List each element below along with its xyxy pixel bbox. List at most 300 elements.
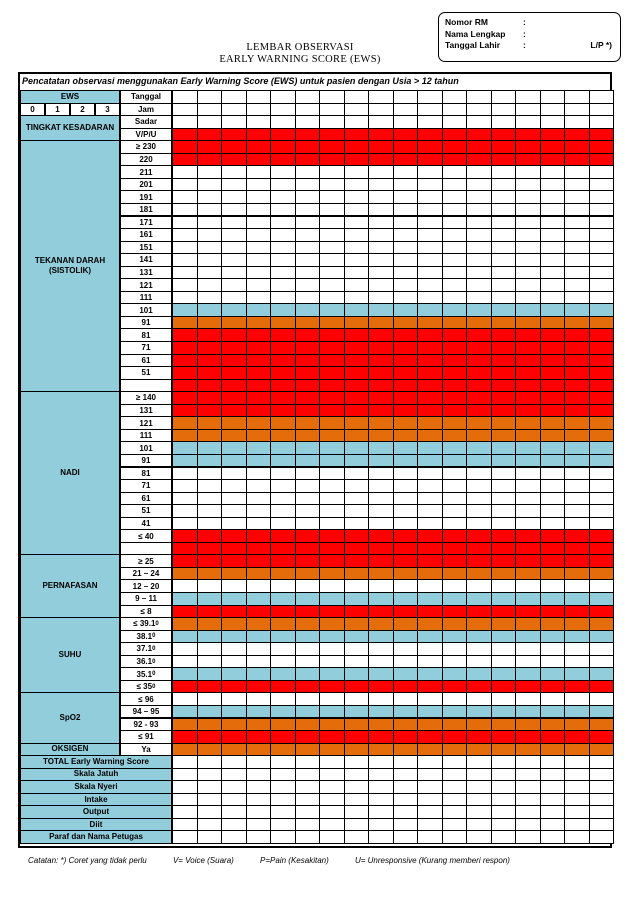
- observation-cell[interactable]: [442, 718, 468, 732]
- observation-cell[interactable]: [172, 103, 198, 117]
- observation-cell[interactable]: [417, 165, 443, 179]
- observation-cell[interactable]: [270, 228, 296, 242]
- observation-cell[interactable]: [172, 379, 198, 393]
- observation-cell[interactable]: [197, 680, 223, 694]
- observation-cell[interactable]: [589, 793, 615, 807]
- observation-cell[interactable]: [564, 755, 590, 769]
- observation-cell[interactable]: [515, 216, 541, 230]
- observation-cell[interactable]: [589, 617, 615, 631]
- observation-cell[interactable]: [589, 554, 615, 568]
- observation-cell[interactable]: [270, 429, 296, 443]
- observation-cell[interactable]: [295, 454, 321, 468]
- observation-cell[interactable]: [295, 667, 321, 681]
- observation-cell[interactable]: [564, 441, 590, 455]
- observation-cell[interactable]: [368, 605, 394, 619]
- observation-cell[interactable]: [564, 579, 590, 593]
- observation-cell[interactable]: [540, 416, 566, 430]
- observation-cell[interactable]: [393, 692, 419, 706]
- observation-cell[interactable]: [417, 492, 443, 506]
- observation-cell[interactable]: [221, 253, 247, 267]
- observation-cell[interactable]: [442, 605, 468, 619]
- observation-cell[interactable]: [221, 291, 247, 305]
- observation-cell[interactable]: [295, 805, 321, 819]
- observation-cell[interactable]: [515, 165, 541, 179]
- observation-cell[interactable]: [344, 266, 370, 280]
- observation-cell[interactable]: [466, 178, 492, 192]
- observation-cell[interactable]: [417, 253, 443, 267]
- observation-cell[interactable]: [197, 291, 223, 305]
- observation-cell[interactable]: [197, 617, 223, 631]
- observation-cell[interactable]: [466, 667, 492, 681]
- observation-cell[interactable]: [442, 642, 468, 656]
- observation-cell[interactable]: [246, 730, 272, 744]
- observation-cell[interactable]: [319, 203, 345, 217]
- observation-cell[interactable]: [319, 366, 345, 380]
- observation-cell[interactable]: [442, 140, 468, 154]
- observation-cell[interactable]: [246, 617, 272, 631]
- observation-cell[interactable]: [246, 805, 272, 819]
- observation-cell[interactable]: [344, 680, 370, 694]
- observation-cell[interactable]: [442, 178, 468, 192]
- observation-cell[interactable]: [564, 303, 590, 317]
- observation-cell[interactable]: [491, 642, 517, 656]
- observation-cell[interactable]: [270, 354, 296, 368]
- observation-cell[interactable]: [466, 692, 492, 706]
- observation-cell[interactable]: [564, 354, 590, 368]
- observation-cell[interactable]: [246, 153, 272, 167]
- observation-cell[interactable]: [368, 103, 394, 117]
- observation-cell[interactable]: [589, 115, 615, 129]
- observation-cell[interactable]: [442, 291, 468, 305]
- observation-cell[interactable]: [270, 467, 296, 481]
- observation-cell[interactable]: [564, 203, 590, 217]
- observation-cell[interactable]: [491, 617, 517, 631]
- observation-cell[interactable]: [172, 617, 198, 631]
- observation-cell[interactable]: [197, 579, 223, 593]
- observation-cell[interactable]: [515, 266, 541, 280]
- observation-cell[interactable]: [442, 228, 468, 242]
- observation-cell[interactable]: [393, 178, 419, 192]
- observation-cell[interactable]: [270, 303, 296, 317]
- observation-cell[interactable]: [442, 617, 468, 631]
- observation-cell[interactable]: [417, 203, 443, 217]
- observation-cell[interactable]: [197, 479, 223, 493]
- observation-cell[interactable]: [172, 592, 198, 606]
- observation-cell[interactable]: [344, 178, 370, 192]
- observation-cell[interactable]: [270, 605, 296, 619]
- observation-cell[interactable]: [197, 140, 223, 154]
- observation-cell[interactable]: [564, 278, 590, 292]
- observation-cell[interactable]: [197, 128, 223, 142]
- observation-cell[interactable]: [270, 241, 296, 255]
- observation-cell[interactable]: [344, 416, 370, 430]
- observation-cell[interactable]: [466, 454, 492, 468]
- observation-cell[interactable]: [442, 780, 468, 794]
- observation-cell[interactable]: [295, 90, 321, 104]
- observation-cell[interactable]: [368, 391, 394, 405]
- observation-cell[interactable]: [172, 328, 198, 342]
- observation-cell[interactable]: [221, 504, 247, 518]
- observation-cell[interactable]: [319, 793, 345, 807]
- observation-cell[interactable]: [197, 705, 223, 719]
- observation-cell[interactable]: [442, 529, 468, 543]
- observation-cell[interactable]: [221, 718, 247, 732]
- observation-cell[interactable]: [442, 429, 468, 443]
- observation-cell[interactable]: [589, 216, 615, 230]
- observation-cell[interactable]: [540, 316, 566, 330]
- observation-cell[interactable]: [295, 692, 321, 706]
- observation-cell[interactable]: [466, 165, 492, 179]
- observation-cell[interactable]: [466, 203, 492, 217]
- observation-cell[interactable]: [466, 793, 492, 807]
- observation-cell[interactable]: [491, 366, 517, 380]
- observation-cell[interactable]: [344, 755, 370, 769]
- observation-cell[interactable]: [368, 441, 394, 455]
- observation-cell[interactable]: [589, 492, 615, 506]
- observation-cell[interactable]: [270, 178, 296, 192]
- observation-cell[interactable]: [393, 529, 419, 543]
- observation-cell[interactable]: [393, 228, 419, 242]
- observation-cell[interactable]: [466, 705, 492, 719]
- observation-cell[interactable]: [319, 780, 345, 794]
- observation-cell[interactable]: [491, 128, 517, 142]
- observation-cell[interactable]: [515, 529, 541, 543]
- observation-cell[interactable]: [270, 680, 296, 694]
- observation-cell[interactable]: [393, 818, 419, 832]
- observation-cell[interactable]: [393, 542, 419, 556]
- observation-cell[interactable]: [295, 165, 321, 179]
- observation-cell[interactable]: [344, 379, 370, 393]
- observation-cell[interactable]: [344, 655, 370, 669]
- observation-cell[interactable]: [442, 441, 468, 455]
- observation-cell[interactable]: [368, 190, 394, 204]
- observation-cell[interactable]: [221, 140, 247, 154]
- observation-cell[interactable]: [442, 705, 468, 719]
- observation-cell[interactable]: [221, 228, 247, 242]
- observation-cell[interactable]: [319, 630, 345, 644]
- observation-cell[interactable]: [491, 303, 517, 317]
- observation-cell[interactable]: [491, 592, 517, 606]
- observation-cell[interactable]: [368, 730, 394, 744]
- observation-cell[interactable]: [417, 730, 443, 744]
- observation-cell[interactable]: [491, 203, 517, 217]
- observation-cell[interactable]: [393, 190, 419, 204]
- observation-cell[interactable]: [442, 253, 468, 267]
- observation-cell[interactable]: [295, 529, 321, 543]
- observation-cell[interactable]: [393, 241, 419, 255]
- observation-cell[interactable]: [221, 216, 247, 230]
- observation-cell[interactable]: [197, 216, 223, 230]
- observation-cell[interactable]: [564, 642, 590, 656]
- observation-cell[interactable]: [295, 103, 321, 117]
- observation-cell[interactable]: [295, 605, 321, 619]
- observation-cell[interactable]: [393, 630, 419, 644]
- observation-cell[interactable]: [589, 743, 615, 757]
- observation-cell[interactable]: [466, 153, 492, 167]
- observation-cell[interactable]: [172, 818, 198, 832]
- observation-cell[interactable]: [564, 379, 590, 393]
- observation-cell[interactable]: [172, 354, 198, 368]
- observation-cell[interactable]: [368, 768, 394, 782]
- observation-cell[interactable]: [221, 793, 247, 807]
- observation-cell[interactable]: [344, 328, 370, 342]
- observation-cell[interactable]: [491, 818, 517, 832]
- observation-cell[interactable]: [221, 90, 247, 104]
- observation-cell[interactable]: [172, 416, 198, 430]
- observation-cell[interactable]: [368, 115, 394, 129]
- observation-cell[interactable]: [540, 328, 566, 342]
- observation-cell[interactable]: [246, 416, 272, 430]
- observation-cell[interactable]: [491, 743, 517, 757]
- observation-cell[interactable]: [246, 341, 272, 355]
- observation-cell[interactable]: [393, 216, 419, 230]
- observation-cell[interactable]: [319, 718, 345, 732]
- observation-cell[interactable]: [417, 354, 443, 368]
- observation-cell[interactable]: [221, 328, 247, 342]
- observation-cell[interactable]: [172, 153, 198, 167]
- observation-cell[interactable]: [515, 366, 541, 380]
- observation-cell[interactable]: [221, 316, 247, 330]
- observation-cell[interactable]: [197, 404, 223, 418]
- observation-cell[interactable]: [589, 429, 615, 443]
- observation-cell[interactable]: [540, 454, 566, 468]
- observation-cell[interactable]: [491, 630, 517, 644]
- observation-cell[interactable]: [319, 592, 345, 606]
- observation-cell[interactable]: [515, 642, 541, 656]
- observation-cell[interactable]: [466, 115, 492, 129]
- observation-cell[interactable]: [540, 354, 566, 368]
- observation-cell[interactable]: [368, 529, 394, 543]
- observation-cell[interactable]: [246, 253, 272, 267]
- observation-cell[interactable]: [172, 441, 198, 455]
- observation-cell[interactable]: [319, 730, 345, 744]
- observation-cell[interactable]: [393, 680, 419, 694]
- observation-cell[interactable]: [172, 605, 198, 619]
- observation-cell[interactable]: [442, 768, 468, 782]
- observation-cell[interactable]: [295, 730, 321, 744]
- observation-cell[interactable]: [393, 203, 419, 217]
- observation-cell[interactable]: [540, 718, 566, 732]
- observation-cell[interactable]: [417, 504, 443, 518]
- observation-cell[interactable]: [491, 90, 517, 104]
- observation-cell[interactable]: [564, 128, 590, 142]
- observation-cell[interactable]: [491, 379, 517, 393]
- observation-cell[interactable]: [491, 692, 517, 706]
- observation-cell[interactable]: [540, 103, 566, 117]
- observation-cell[interactable]: [344, 216, 370, 230]
- observation-cell[interactable]: [564, 253, 590, 267]
- observation-cell[interactable]: [491, 718, 517, 732]
- observation-cell[interactable]: [344, 793, 370, 807]
- observation-cell[interactable]: [515, 203, 541, 217]
- observation-cell[interactable]: [197, 667, 223, 681]
- observation-cell[interactable]: [172, 743, 198, 757]
- observation-cell[interactable]: [589, 517, 615, 531]
- observation-cell[interactable]: [344, 454, 370, 468]
- observation-cell[interactable]: [221, 542, 247, 556]
- observation-cell[interactable]: [197, 190, 223, 204]
- observation-cell[interactable]: [515, 467, 541, 481]
- observation-cell[interactable]: [172, 241, 198, 255]
- observation-cell[interactable]: [540, 115, 566, 129]
- observation-cell[interactable]: [564, 328, 590, 342]
- observation-cell[interactable]: [466, 818, 492, 832]
- observation-cell[interactable]: [564, 467, 590, 481]
- observation-cell[interactable]: [197, 253, 223, 267]
- observation-cell[interactable]: [319, 818, 345, 832]
- observation-cell[interactable]: [466, 617, 492, 631]
- observation-cell[interactable]: [515, 755, 541, 769]
- observation-cell[interactable]: [368, 554, 394, 568]
- observation-cell[interactable]: [491, 667, 517, 681]
- observation-cell[interactable]: [589, 328, 615, 342]
- observation-cell[interactable]: [417, 379, 443, 393]
- observation-cell[interactable]: [540, 579, 566, 593]
- observation-cell[interactable]: [344, 228, 370, 242]
- observation-cell[interactable]: [319, 642, 345, 656]
- observation-cell[interactable]: [466, 479, 492, 493]
- observation-cell[interactable]: [319, 379, 345, 393]
- observation-cell[interactable]: [466, 253, 492, 267]
- observation-cell[interactable]: [589, 165, 615, 179]
- observation-cell[interactable]: [368, 517, 394, 531]
- observation-cell[interactable]: [172, 793, 198, 807]
- observation-cell[interactable]: [270, 266, 296, 280]
- observation-cell[interactable]: [319, 667, 345, 681]
- observation-cell[interactable]: [246, 830, 272, 844]
- observation-cell[interactable]: [246, 278, 272, 292]
- observation-cell[interactable]: [221, 705, 247, 719]
- observation-cell[interactable]: [246, 705, 272, 719]
- observation-cell[interactable]: [270, 617, 296, 631]
- observation-cell[interactable]: [589, 103, 615, 117]
- observation-cell[interactable]: [319, 743, 345, 757]
- observation-cell[interactable]: [197, 316, 223, 330]
- observation-cell[interactable]: [564, 730, 590, 744]
- observation-cell[interactable]: [197, 768, 223, 782]
- observation-cell[interactable]: [344, 692, 370, 706]
- observation-cell[interactable]: [491, 391, 517, 405]
- observation-cell[interactable]: [197, 504, 223, 518]
- observation-cell[interactable]: [197, 755, 223, 769]
- observation-cell[interactable]: [540, 617, 566, 631]
- observation-cell[interactable]: [270, 278, 296, 292]
- observation-cell[interactable]: [295, 467, 321, 481]
- observation-cell[interactable]: [442, 730, 468, 744]
- observation-cell[interactable]: [319, 805, 345, 819]
- observation-cell[interactable]: [172, 830, 198, 844]
- observation-cell[interactable]: [197, 554, 223, 568]
- observation-cell[interactable]: [344, 718, 370, 732]
- observation-cell[interactable]: [564, 605, 590, 619]
- observation-cell[interactable]: [466, 579, 492, 593]
- observation-cell[interactable]: [221, 391, 247, 405]
- observation-cell[interactable]: [172, 718, 198, 732]
- observation-cell[interactable]: [491, 730, 517, 744]
- observation-cell[interactable]: [221, 153, 247, 167]
- observation-cell[interactable]: [442, 743, 468, 757]
- observation-cell[interactable]: [270, 90, 296, 104]
- observation-cell[interactable]: [466, 379, 492, 393]
- observation-cell[interactable]: [393, 253, 419, 267]
- observation-cell[interactable]: [491, 467, 517, 481]
- observation-cell[interactable]: [515, 241, 541, 255]
- observation-cell[interactable]: [540, 504, 566, 518]
- observation-cell[interactable]: [295, 241, 321, 255]
- observation-cell[interactable]: [466, 642, 492, 656]
- observation-cell[interactable]: [491, 153, 517, 167]
- observation-cell[interactable]: [221, 605, 247, 619]
- observation-cell[interactable]: [589, 680, 615, 694]
- observation-cell[interactable]: [344, 730, 370, 744]
- observation-cell[interactable]: [368, 379, 394, 393]
- observation-cell[interactable]: [197, 529, 223, 543]
- observation-cell[interactable]: [564, 416, 590, 430]
- observation-cell[interactable]: [417, 115, 443, 129]
- observation-cell[interactable]: [442, 567, 468, 581]
- observation-cell[interactable]: [466, 140, 492, 154]
- observation-cell[interactable]: [221, 680, 247, 694]
- observation-cell[interactable]: [319, 178, 345, 192]
- observation-cell[interactable]: [515, 692, 541, 706]
- observation-cell[interactable]: [417, 642, 443, 656]
- observation-cell[interactable]: [393, 479, 419, 493]
- observation-cell[interactable]: [466, 404, 492, 418]
- observation-cell[interactable]: [540, 291, 566, 305]
- observation-cell[interactable]: [515, 103, 541, 117]
- observation-cell[interactable]: [172, 391, 198, 405]
- observation-cell[interactable]: [246, 190, 272, 204]
- observation-cell[interactable]: [172, 567, 198, 581]
- observation-cell[interactable]: [393, 140, 419, 154]
- observation-cell[interactable]: [417, 818, 443, 832]
- observation-cell[interactable]: [368, 504, 394, 518]
- observation-cell[interactable]: [319, 830, 345, 844]
- observation-cell[interactable]: [221, 303, 247, 317]
- observation-cell[interactable]: [515, 542, 541, 556]
- observation-cell[interactable]: [319, 115, 345, 129]
- observation-cell[interactable]: [393, 642, 419, 656]
- observation-cell[interactable]: [295, 830, 321, 844]
- observation-cell[interactable]: [540, 592, 566, 606]
- observation-cell[interactable]: [442, 115, 468, 129]
- observation-cell[interactable]: [515, 655, 541, 669]
- observation-cell[interactable]: [491, 517, 517, 531]
- observation-cell[interactable]: [466, 216, 492, 230]
- observation-cell[interactable]: [564, 655, 590, 669]
- observation-cell[interactable]: [564, 140, 590, 154]
- observation-cell[interactable]: [295, 303, 321, 317]
- observation-cell[interactable]: [393, 730, 419, 744]
- observation-cell[interactable]: [589, 592, 615, 606]
- observation-cell[interactable]: [270, 793, 296, 807]
- observation-cell[interactable]: [172, 529, 198, 543]
- observation-cell[interactable]: [540, 743, 566, 757]
- observation-cell[interactable]: [270, 818, 296, 832]
- observation-cell[interactable]: [393, 90, 419, 104]
- observation-cell[interactable]: [564, 818, 590, 832]
- observation-cell[interactable]: [172, 705, 198, 719]
- observation-cell[interactable]: [344, 579, 370, 593]
- observation-cell[interactable]: [270, 416, 296, 430]
- observation-cell[interactable]: [564, 718, 590, 732]
- observation-cell[interactable]: [417, 655, 443, 669]
- observation-cell[interactable]: [515, 617, 541, 631]
- observation-cell[interactable]: [393, 441, 419, 455]
- observation-cell[interactable]: [246, 354, 272, 368]
- observation-cell[interactable]: [270, 529, 296, 543]
- observation-cell[interactable]: [368, 818, 394, 832]
